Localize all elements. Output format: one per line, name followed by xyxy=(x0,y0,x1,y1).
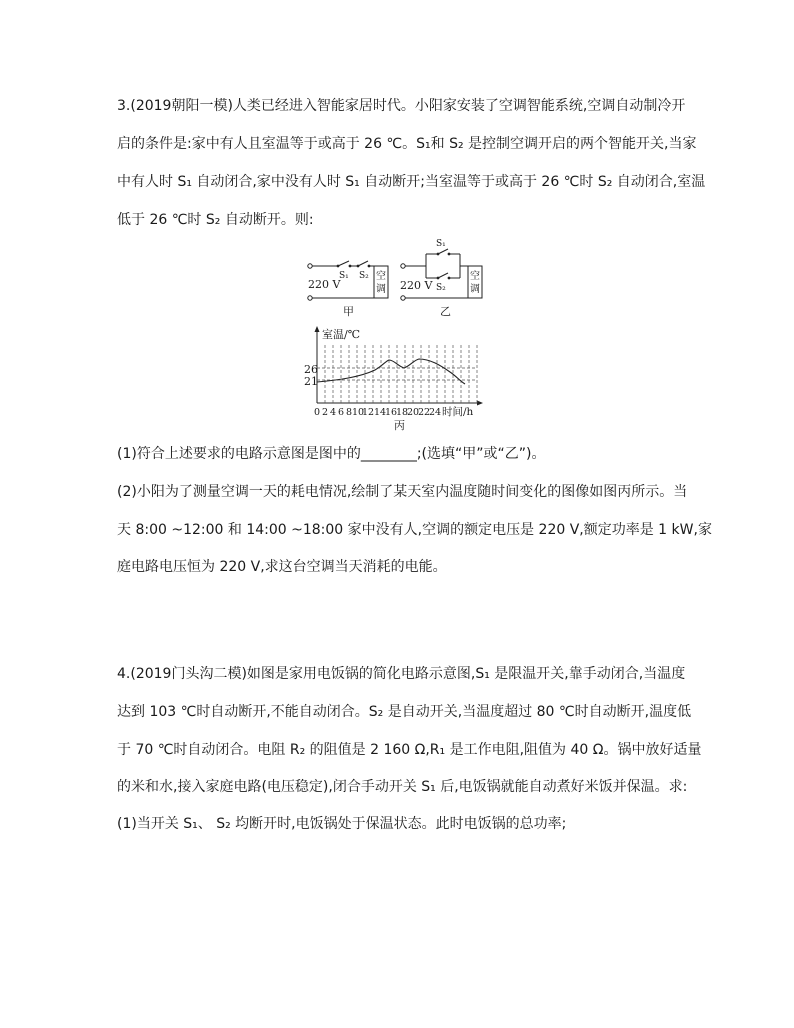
graph-xtick: 10 xyxy=(352,407,365,418)
q3-sub1: (1)符合上述要求的电路示意图是图中的________;(选填“甲”或“乙”)。 xyxy=(117,446,546,462)
q3-line-3: 中有人时 S₁ 自动闭合,家中没有人时 S₁ 自动断开;当室温等于或高于 26 ℃时 S₂ 自动闭合,室温 xyxy=(117,174,706,190)
graph-xtick: 24 xyxy=(429,407,442,418)
graph-xtick: 12 xyxy=(362,407,375,418)
q4-line-5: (1)当开关 S₁、 S₂ 均断开时,电饭锅处于保温状态。此时电饭锅的总功率; xyxy=(117,816,567,832)
circuit-yi-s1-label: S₁ xyxy=(436,239,446,249)
circuit-jia-voltage: 220 V xyxy=(308,278,341,291)
graph-xtick: 2 xyxy=(322,407,329,418)
circuit-yi-ac-char1: 空 xyxy=(470,271,480,282)
graph-xtick: 14 xyxy=(374,407,387,418)
graph-ytick-26: 26 xyxy=(304,363,318,376)
q4-line-3: 于 70 ℃时自动闭合。电阻 R₂ 的阻值是 2 160 Ω,R₁ 是工作电阻,阻值为 40 Ω。锅中放好适量 xyxy=(117,742,702,758)
circuit-jia-figure xyxy=(305,238,395,320)
circuit-jia-ac-char2: 调 xyxy=(376,284,386,295)
graph-xtick: 18 xyxy=(396,407,409,418)
circuit-yi-figure xyxy=(398,236,488,320)
graph-xtick: 20 xyxy=(407,407,420,418)
q3-line-2: 启的条件是:家中有人且室温等于或高于 26 ℃。S₁和 S₂ 是控制空调开启的两个智能开关,当家 xyxy=(117,136,697,152)
circuit-jia-caption: 甲 xyxy=(343,305,354,318)
graph-xtick: 22 xyxy=(418,407,431,418)
temperature-graph xyxy=(300,323,505,433)
circuit-jia-s1-label: S₁ xyxy=(339,271,349,281)
circuit-yi-ac-char2: 调 xyxy=(470,284,480,295)
q3-sub2-line-1: (2)小阳为了测量空调一天的耗电情况,绘制了某天室内温度随时间变化的图像如图丙所示。当 xyxy=(117,484,688,500)
graph-xtick: 16 xyxy=(385,407,398,418)
circuit-yi-s2-label: S₂ xyxy=(436,283,446,293)
graph-xtick: 4 xyxy=(330,407,337,418)
q3-line-4: 低于 26 ℃时 S₂ 自动断开。则: xyxy=(117,212,314,228)
graph-xtick: 0 xyxy=(314,407,321,418)
graph-ylabel: 室温/℃ xyxy=(322,328,361,341)
graph-xtick: 6 xyxy=(338,407,345,418)
q4-line-4: 的米和水,接入家庭电路(电压稳定),闭合手动开关 S₁ 后,电饭锅就能自动煮好米饭并保温。求: xyxy=(117,779,688,795)
q3-line-1: 3.(2019朝阳一模)人类已经进入智能家居时代。小阳家安装了空调智能系统,空调自动制冷开 xyxy=(117,98,686,114)
circuit-yi-caption: 乙 xyxy=(440,305,451,318)
q4-line-1: 4.(2019门头沟二模)如图是家用电饭锅的简化电路示意图,S₁ 是限温开关,靠手动闭合,当温度 xyxy=(117,666,686,682)
graph-ytick-21: 21 xyxy=(304,375,318,388)
graph-xtick: 8 xyxy=(346,407,353,418)
circuit-jia-ac-char1: 空 xyxy=(376,271,386,282)
q4-line-2: 达到 103 ℃时自动断开,不能自动闭合。S₂ 是自动开关,当温度超过 80 ℃时自动断开,温度低 xyxy=(117,704,692,720)
circuit-yi-voltage: 220 V xyxy=(400,279,433,292)
q3-sub2-line-3: 庭电路电压恒为 220 V,求这台空调当天消耗的电能。 xyxy=(117,559,447,575)
graph-xlabel: 时间/h xyxy=(442,406,474,418)
graph-caption: 丙 xyxy=(394,419,405,432)
q3-sub2-line-2: 天 8:00 ~12:00 和 14:00 ~18:00 家中没有人,空调的额定电压是 220 V,额定功率是 1 kW,家 xyxy=(117,522,712,538)
circuit-jia-s2-label: S₂ xyxy=(359,271,369,281)
